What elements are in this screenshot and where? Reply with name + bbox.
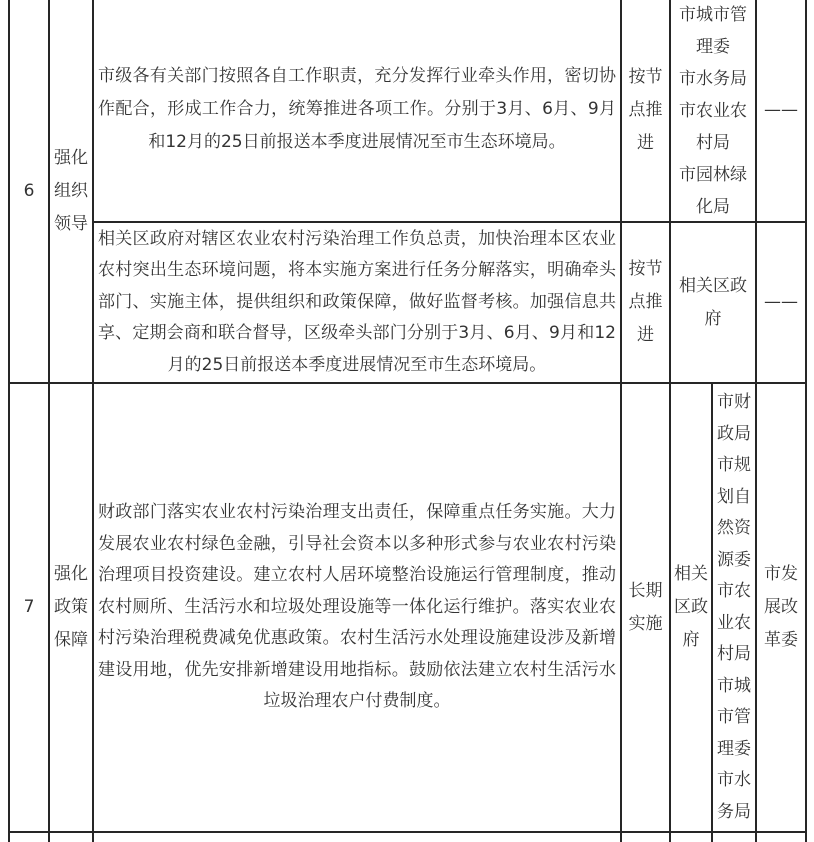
task-content: 相关区政府对辖区农业农村污染治理工作负总责，加快治理本区农业农村突出生态环境问题，将本实施方案进行任务分解落实，明确牵头部门、实施主体，提供组织和政策保障，做好监督考核。加强信息共享、定期会商和联合督导，区级牵头部门分别于3月、6月、9月和12月的25日前报送本季度进展情况至市生态环境局。	[98, 228, 616, 375]
row-number: 6	[23, 180, 35, 201]
column-divider	[805, 0, 807, 842]
cooperating-units: 市财 政局 市规 划自 然资 源委 市农 业农 村局 市城 市管 理委 市水 务局	[717, 392, 751, 822]
support-unit: ——	[764, 292, 798, 312]
row-category: 强化 组织 领导	[54, 147, 88, 234]
row-number: 7	[23, 597, 35, 617]
task-schedule: 长期 实施	[628, 580, 663, 634]
lead-unit: 相关区政 府	[679, 275, 747, 329]
task-content: 财政部门落实农业农村污染治理支出责任，保障重点任务实施。大力发展农业农村绿色金融，引导社会资本以多种形式参与农业农村污染治理项目投资建设。建立农村人居环境整治设施运行管理制度，推动农村厕所、生活污水和垃圾处理设施等一体化运行维护。落实农业农村污染治理税费减免优惠政策。农村生活污水处理设施建设涉及新增建设用地，优先安排新增建设用地指标。鼓励依法建立农村生活污水垃圾治理农户付费制度。	[98, 502, 616, 712]
support-unit: ——	[764, 100, 798, 120]
task-content: 市级各有关部门按照各自工作职责，充分发挥行业牵头作用，密切协作配合，形成工作合力，统筹推进各项工作。分别于3月、6月、9月和12月的25日前报送本季度进展情况至市生态环境局。	[98, 66, 616, 152]
row-category: 强化 政策 保障	[54, 564, 88, 650]
lead-unit: 相关 区政 府	[674, 564, 708, 650]
support-unit: 市发 展改 革委	[764, 564, 798, 650]
task-schedule: 按节 点推 进	[628, 67, 663, 153]
task-schedule: 按节 点推 进	[628, 259, 663, 345]
lead-unit: 市城市管 理委 市水务局 市农业农 村局 市园林绿 化局	[679, 4, 747, 217]
row-divider	[8, 831, 805, 833]
